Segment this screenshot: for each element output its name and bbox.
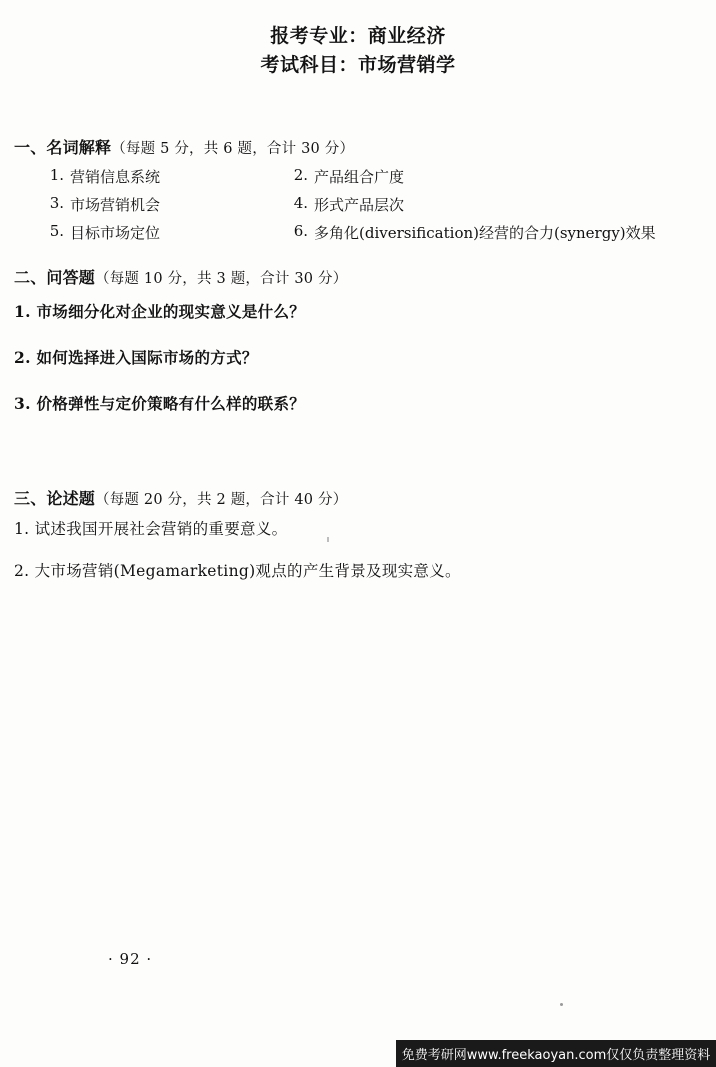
term-label: 目标市场定位 [70,224,161,242]
section-terms-heading: 一、名词解释 [14,138,112,157]
term-item [40,222,284,243]
essay-item: 1. 试述我国开展社会营销的重要意义。 [14,520,288,538]
term-number: 6. [293,222,308,240]
terms-grid [40,166,694,243]
scan-artifact-dot [560,1003,563,1006]
section-short-answer-heading: 二、问答题 [14,268,96,287]
question-item: 2. 如何选择进入国际市场的方式？ [14,348,258,367]
page-number: · 92 · [108,950,153,968]
question-item: 3. 价格弹性与定价策略有什么样的联系？ [14,394,306,413]
term-item [284,194,528,215]
section-terms-meta: （每题 5 分，共 6 题，合计 30 分） [111,141,355,157]
section-essay-heading: 三、论述题 [14,489,96,508]
section-essay-title [14,486,694,509]
section-short-answer-title [14,265,694,288]
term-item [284,222,656,243]
essay-list [14,517,694,581]
term-label: 多角化(diversification)经营的合力(synergy)效果 [314,224,656,242]
term-number: 2. [293,166,308,184]
question-item: 1. 市场细分化对企业的现实意义是什么？ [14,302,306,321]
short-answer-list [14,300,694,414]
term-label: 形式产品层次 [314,196,405,214]
term-item [40,166,284,187]
essay-item: 2. 大市场营销(Megamarketing)观点的产生背景及现实意义。 [14,562,461,580]
term-item [40,194,284,215]
section-terms [14,135,694,243]
terms-row [40,166,694,187]
major-line: 报考专业：商业经济 [270,25,446,47]
section-short-answer-meta: （每题 10 分，共 3 题，合计 30 分） [95,271,348,287]
section-essay [14,486,694,581]
section-essay-meta: （每题 20 分，共 2 题，合计 40 分） [95,492,348,508]
term-label: 产品组合广度 [314,168,405,186]
section-terms-title [14,135,694,158]
term-number: 5. [49,222,64,240]
term-item [284,166,528,187]
paper-content [14,135,694,601]
terms-row [40,222,694,243]
paper-header [0,0,716,81]
terms-row [40,194,694,215]
term-number: 4. [293,194,308,212]
scan-artifact-mark [327,537,329,542]
subject-line: 考试科目：市场营销学 [260,54,456,77]
section-short-answer [14,265,694,414]
section-gap [14,438,694,464]
term-number: 3. [49,194,64,212]
term-label: 营销信息系统 [70,168,161,186]
watermark-banner: 免费考研网www.freekaoyan.com仅仅负责整理资料 [396,1040,716,1067]
term-number: 1. [49,166,64,184]
term-label: 市场营销机会 [70,196,161,214]
